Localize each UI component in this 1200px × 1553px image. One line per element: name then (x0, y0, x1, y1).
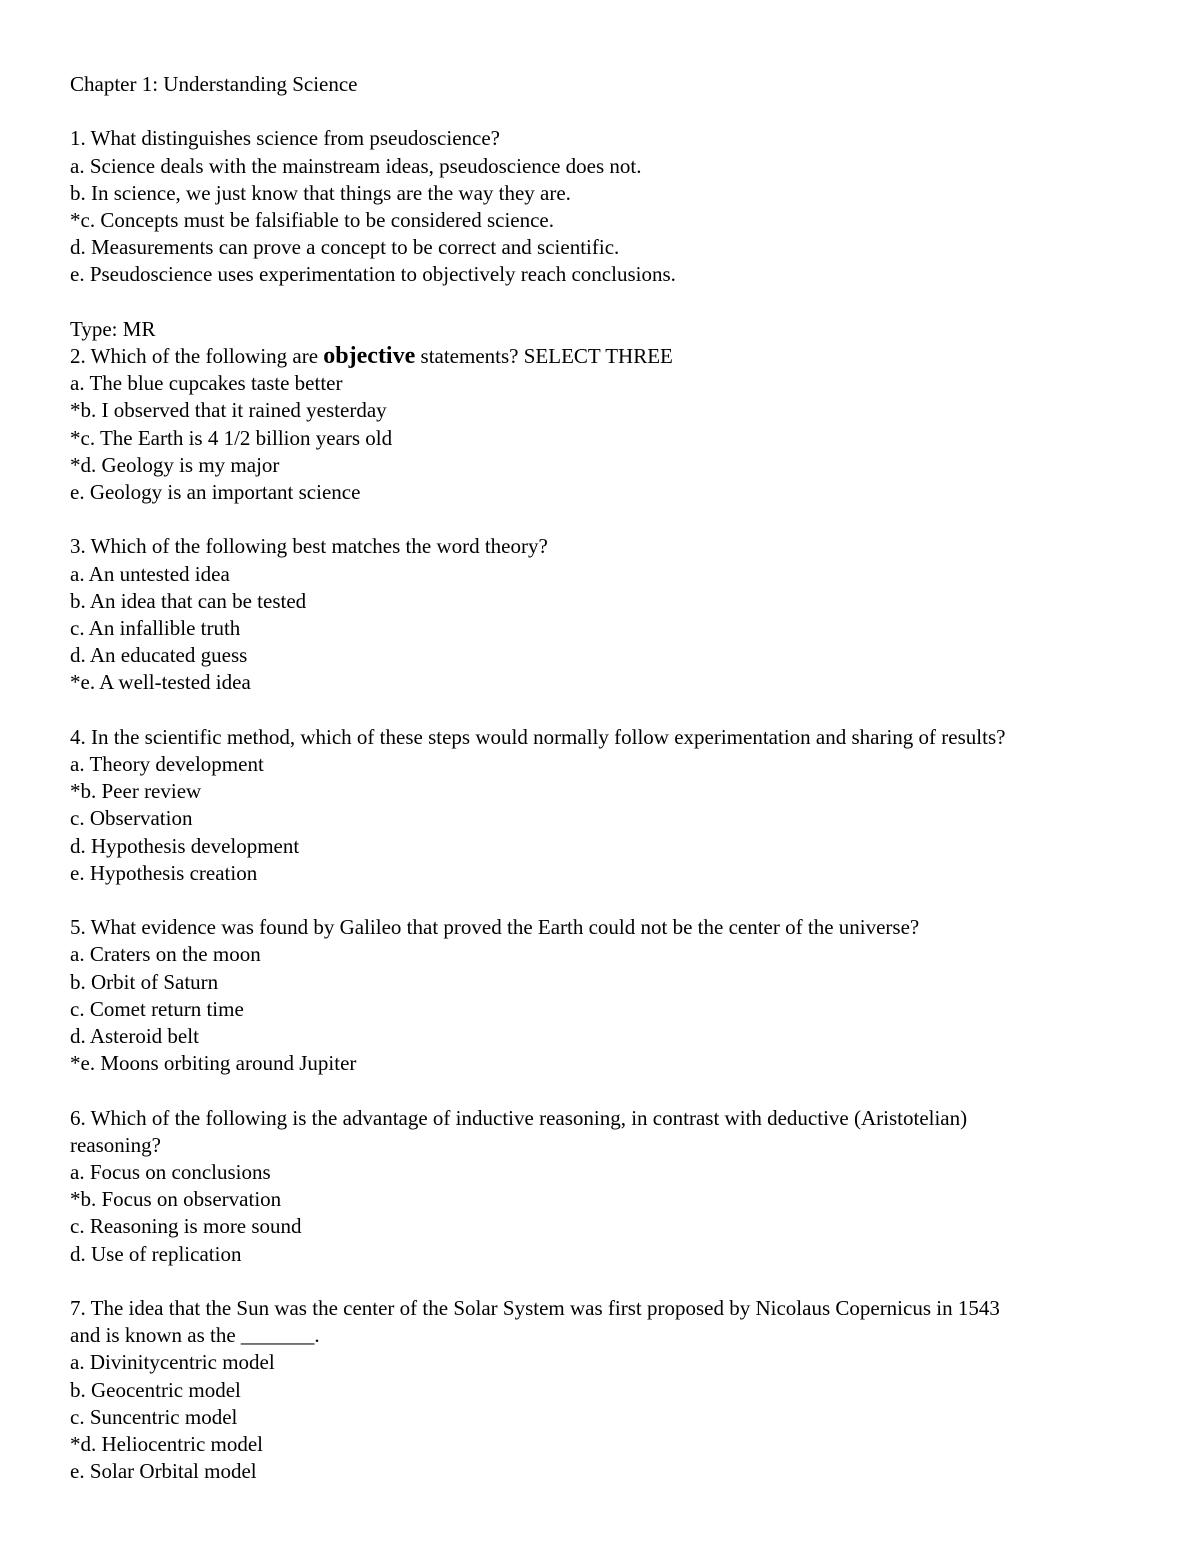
answer-option: d. Measurements can prove a concept to be correct and scientific. (70, 235, 620, 260)
answer-option-correct: *b. Focus on observation (70, 1187, 282, 1212)
question-stem-continued: and is known as the _______. (70, 1323, 320, 1348)
answer-option-correct: *e. Moons orbiting around Jupiter (70, 1051, 357, 1076)
answer-option-correct: *d. Geology is my major (70, 452, 280, 477)
question-5 (70, 914, 1150, 1077)
answer-option: d. Asteroid belt (70, 1024, 199, 1049)
answer-option-correct: *c. Concepts must be falsifiable to be considered science. (70, 208, 555, 232)
question-6 (70, 1105, 1150, 1268)
answer-option: a. Theory development (70, 752, 264, 777)
answer-option: d. Use of replication (70, 1241, 242, 1266)
spacer (70, 887, 1150, 914)
answer-option: d. An educated guess (70, 643, 248, 668)
document-page (70, 71, 1150, 1485)
answer-option: a. Divinitycentric model (70, 1350, 275, 1375)
spacer (70, 506, 1150, 533)
spacer (70, 98, 1150, 125)
answer-option: b. Orbit of Saturn (70, 969, 219, 994)
question-stem: 7. The idea that the Sun was the center of the Solar System was first proposed by Nicolaus Copernicus in 1543 (70, 1296, 1000, 1321)
answer-option: a. The blue cupcakes taste better (70, 371, 343, 396)
question-stem: 3. Which of the following best matches the word theory? (70, 534, 548, 559)
spacer (70, 697, 1150, 724)
question-stem-continued: reasoning? (70, 1132, 161, 1157)
question-stem (70, 343, 1150, 370)
answer-option: e. Geology is an important science (70, 480, 361, 505)
question-stem: 4. In the scientific method, which of these steps would normally follow experimentation and sharing of results? (70, 724, 1006, 749)
spacer (70, 289, 1150, 316)
spacer (70, 1077, 1150, 1104)
question-4 (70, 724, 1150, 887)
answer-option: c. Comet return time (70, 996, 244, 1021)
answer-option: a. Science deals with the mainstream ideas, pseudoscience does not. (70, 153, 642, 178)
answer-option: b. In science, we just know that things are the way they are. (70, 180, 571, 205)
question-stem: 5. What evidence was found by Galileo that proved the Earth could not be the center of the universe? (70, 915, 920, 940)
question-type-label: Type: MR (70, 316, 156, 341)
answer-option-correct: *d. Heliocentric model (70, 1432, 264, 1457)
answer-option-correct: *e. A well-tested idea (70, 670, 251, 695)
question-stem-end: statements? SELECT THREE (415, 344, 673, 368)
answer-option-correct: *c. The Earth is 4 1/2 billion years old (70, 425, 393, 450)
answer-option: a. Focus on conclusions (70, 1160, 271, 1185)
answer-option: e. Solar Orbital model (70, 1459, 257, 1484)
question-stem: 1. What distinguishes science from pseudoscience? (70, 126, 500, 151)
answer-option: c. Observation (70, 806, 193, 831)
spacer (70, 1268, 1150, 1295)
answer-option: b. An idea that can be tested (70, 588, 307, 613)
answer-option: a. Craters on the moon (70, 942, 261, 967)
answer-option: c. Suncentric model (70, 1404, 238, 1429)
question-1 (70, 125, 1150, 288)
answer-option: b. Geocentric model (70, 1377, 241, 1402)
answer-option: a. An untested idea (70, 561, 230, 586)
answer-option-correct: *b. Peer review (70, 779, 202, 804)
answer-option: e. Hypothesis creation (70, 860, 258, 885)
question-stem-emphasis: objective (323, 343, 416, 369)
answer-option: d. Hypothesis development (70, 833, 300, 858)
chapter-title: Chapter 1: Understanding Science (70, 72, 358, 96)
answer-option-correct: *b. I observed that it rained yesterday (70, 398, 387, 423)
answer-option: c. An infallible truth (70, 616, 241, 641)
answer-option: c. Reasoning is more sound (70, 1214, 302, 1239)
question-stem-start: 2. Which of the following are (70, 344, 324, 368)
answer-option: e. Pseudoscience uses experimentation to objectively reach conclusions. (70, 262, 676, 287)
question-2 (70, 316, 1150, 506)
question-7 (70, 1295, 1150, 1485)
question-stem: 6. Which of the following is the advantage of inductive reasoning, in contrast with deductive (Aristotelian) (70, 1105, 968, 1130)
question-3 (70, 533, 1150, 696)
